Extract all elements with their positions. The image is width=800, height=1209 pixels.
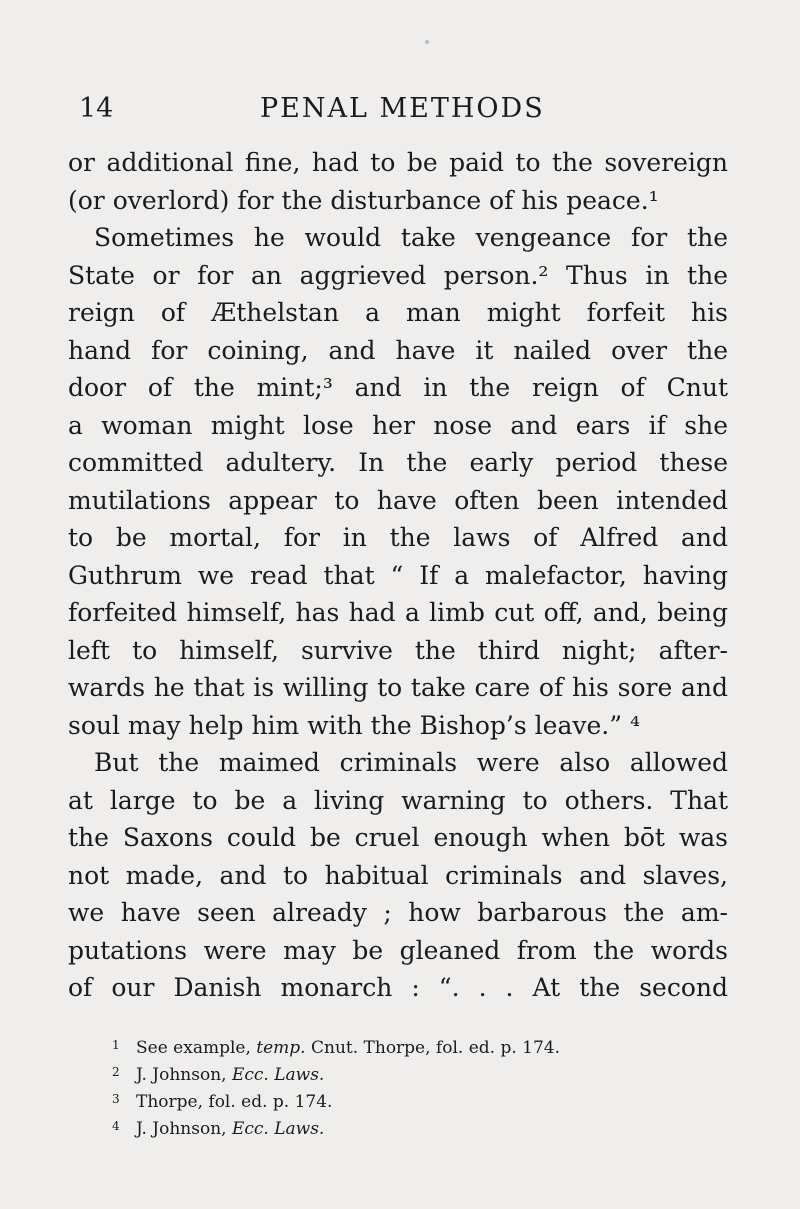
text-line: wards he that is willing to take care of his sore and [68, 673, 728, 702]
text-line: mutilations appear to have often been intended [68, 485, 728, 515]
page-number: 14 [79, 93, 114, 124]
text-line: soul may help him with the Bishop’s leave.” ⁴ [68, 710, 640, 740]
text-line: State or for an aggrieved person.² Thus in the [68, 260, 728, 290]
text-line: we have seen already ; how barbarous the am- [68, 898, 728, 927]
text-line: Sometimes he would take vengeance for the [94, 223, 728, 252]
text-line: hand for coining, and have it nailed over the [68, 335, 728, 365]
text-line: forfeited himself, has had a limb cut off, and, being [68, 598, 728, 627]
text-line: putations were may be gleaned from the words [68, 935, 728, 965]
footnote-text: J. Johnson, [136, 1065, 232, 1085]
footnote [112, 1059, 732, 1086]
footnotes [112, 1032, 732, 1140]
running-title: PENAL METHODS [260, 93, 545, 124]
text-line: the Saxons could be cruel enough when bōt was [68, 823, 728, 852]
text-line: to be mortal, for in the laws of Alfred and [68, 523, 728, 552]
footnote [112, 1032, 732, 1059]
footnote-marker: 2 [112, 1065, 120, 1079]
footnote-italic-text: Ecc. Laws. [231, 1119, 325, 1139]
footnote-text: J. Johnson, [136, 1119, 232, 1139]
text-line: left to himself, survive the third night; after- [68, 635, 728, 665]
page-header [79, 92, 729, 132]
text-line: committed adultery. In the early period these [68, 448, 728, 477]
footnote-marker: 3 [112, 1092, 120, 1106]
page-mark-dot [425, 40, 429, 44]
text-line: at large to be a living warning to others. That [68, 785, 728, 815]
text-line: a woman might lose her nose and ears if she [68, 410, 728, 440]
footnote-text: See example, [136, 1038, 257, 1058]
footnote-marker: 1 [112, 1038, 120, 1052]
text-line: But the maimed criminals were also allowed [94, 748, 728, 777]
footnote-text: Cnut. Thorpe, fol. ed. p. 174. [305, 1038, 560, 1058]
text-line: (or overlord) for the disturbance of his peace.¹ [68, 185, 659, 215]
body-text [68, 144, 728, 1007]
footnote [112, 1086, 732, 1113]
footnote-marker: 4 [112, 1119, 120, 1133]
text-line: reign of Æthelstan a man might forfeit his [68, 298, 728, 327]
footnote-italic-text: Ecc. Laws. [231, 1065, 325, 1085]
text-line: door of the mint;³ and in the reign of Cnut [68, 373, 728, 402]
text-line: Guthrum we read that “ If a malefactor, having [68, 560, 728, 590]
text-line: of our Danish monarch : “. . . At the second [68, 973, 728, 1002]
footnote-italic-text: temp. [256, 1038, 306, 1058]
footnote [112, 1113, 732, 1140]
text-line: or additional fine, had to be paid to the sovereign [68, 148, 728, 177]
footnote-text: Thorpe, fol. ed. p. 174. [136, 1092, 333, 1112]
text-line: not made, and to habitual criminals and slaves, [68, 860, 728, 890]
